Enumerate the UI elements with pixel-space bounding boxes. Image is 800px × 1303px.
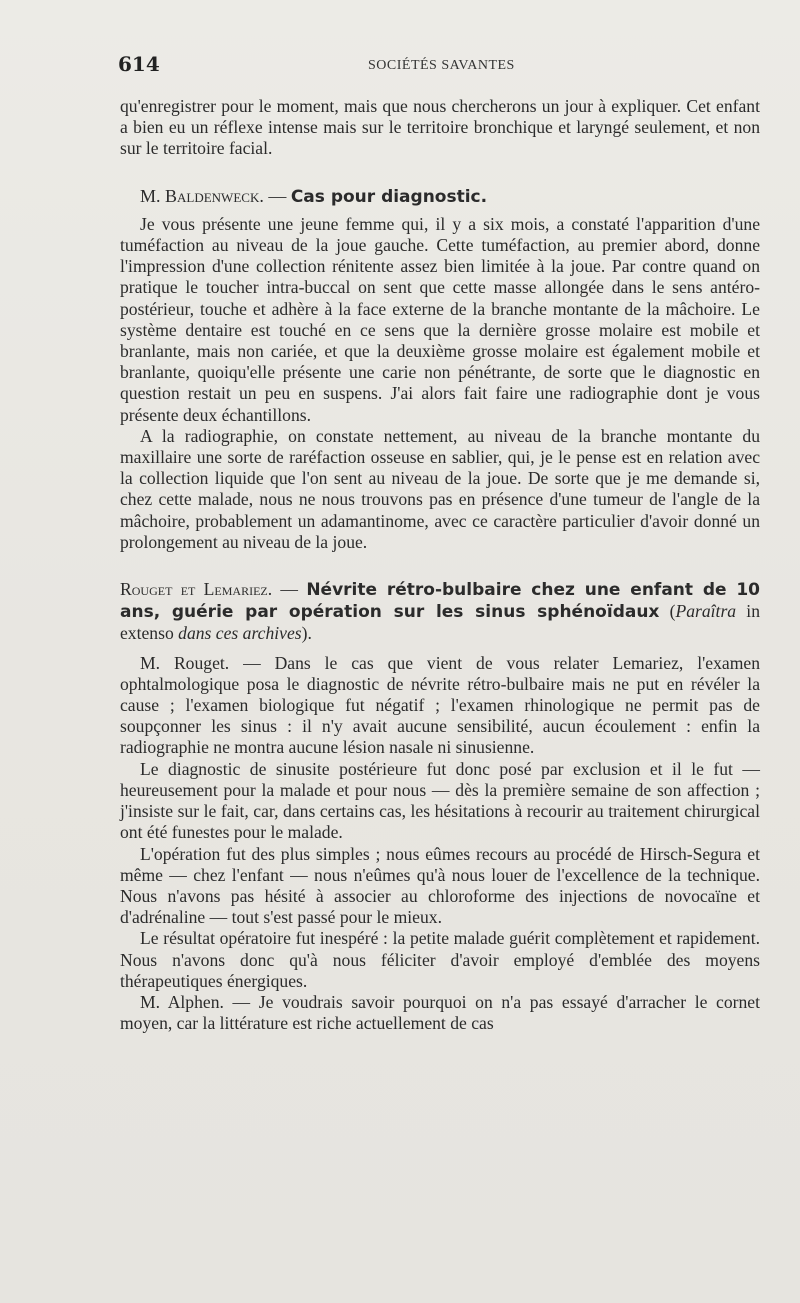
paragraph: M. Alphen. — Je voudrais savoir pourquoi on n'a pas essayé d'arracher le cornet moyen, car la littérature est riche actuellement de cas	[120, 991, 760, 1034]
heading-dash: —	[272, 579, 307, 600]
note-italic-2: dans ces archives	[178, 623, 302, 644]
section-heading-rouget-lemariez	[120, 579, 760, 645]
paragraph: Le diagnostic de sinusite postérieure fut donc posé par exclusion et il le fut — heureusement pour la malade et pour nous — dès la première semaine de son affection ; j'insiste sur le fait, car, dans certains cas, les hésitations à recourir au traitement chirurgical ont été funestes pour le malade.	[120, 758, 760, 843]
section-title: Névrite rétro-bulbaire chez une enfant de 10 ans, guérie par opération sur les sinus sphénoïdaux	[120, 580, 761, 623]
running-head: SOCIÉTÉS SAVANTES	[368, 58, 515, 73]
note-italic: Paraîtra	[675, 601, 737, 622]
paragraph: Je vous présente une jeune femme qui, il y a six mois, a constaté l'apparition d'une tuméfaction au niveau de la joue gauche. Cette tuméfaction, au premier abord, donne l'impression d'une collection rénitente assez bien limitée à la joue. Par contre quand on pratique le toucher intra-buccal on sent que cette masse allongée dans le sens antéro-postérieur, touche et adhère à la face externe de la branche montante de la mâchoire. Le système dentaire est touché en ce sens que la dernière grosse molaire est mobile et branlante, mais non cariée, et que la deuxième grosse molaire est également mobile et branlante, quoiqu'elle présente une carie non pénétrante, de sorte que le diagnostic en question restait un peu en suspens. J'ai alors fait faire une radiographie dont je vous présente deux échantillons.	[120, 213, 760, 425]
section-title: Cas pour diagnostic.	[290, 186, 488, 207]
article-body	[120, 96, 760, 1034]
paragraph: M. Rouget. — Dans le cas que vient de vous relater Lemariez, l'examen ophtalmologique posa le diagnostic de névrite rétro-bulbaire mais ne put en révéler la cause ; l'examen biologique fut négatif ; l'examen rhinologique ne permit pas de soupçonner les sinus : il n'y avait aucune sensibilité, aucun écoulement : enfin la radiographie ne montra aucune lésion nasale ni sinusienne.	[120, 652, 760, 758]
paragraph: L'opération fut des plus simples ; nous eûmes recours au procédé de Hirsch-Segura et même — chez l'enfant — nous n'eûmes qu'à nous louer de l'excellence de la technique. Nous n'avons pas hésité à associer au chloroforme des injections de novocaïne et d'adrénaline — tout s'est passé pour le mieux.	[120, 843, 760, 928]
section-heading-baldenweck	[120, 186, 760, 208]
note-mid: in extenso	[120, 601, 760, 644]
paragraph: A la radiographie, on constate nettement, au niveau de la branche montante du maxillaire une sorte de raréfaction osseuse en sablier, qui, je le pense est en relation avec la collection liquide que l'on sent au niveau de la joue. De sorte que je me demande si, chez cette malade, nous ne nous trouvons pas en présence d'une tumeur de l'angle de la mâchoire, probablement un adamantinome, avec ce caractère particulier d'avoir donné un prolongement au niveau de la joue.	[120, 425, 760, 552]
note-close: ).	[301, 623, 312, 644]
paragraph: Le résultat opératoire fut inespéré : la petite malade guérit complètement et rapidement. Nous n'avons donc qu'à nous féliciter d'avoir employé d'emblée des moyens thérapeutiques énergiques.	[120, 928, 760, 991]
paragraph-continued: qu'enregistrer pour le moment, mais que nous chercherons un jour à expliquer. Cet enfant a bien eu un réflexe intense mais sur le territoire bronchique et laryngé seulement, et non sur le territoire facial.	[120, 96, 760, 159]
section-author: M. Baldenweck.	[140, 185, 264, 206]
section-authors: Rouget et Lemariez.	[120, 579, 273, 600]
note-open: (	[659, 601, 676, 622]
page-number: 614	[118, 52, 160, 76]
heading-dash: —	[263, 185, 291, 206]
page-header	[118, 52, 758, 82]
